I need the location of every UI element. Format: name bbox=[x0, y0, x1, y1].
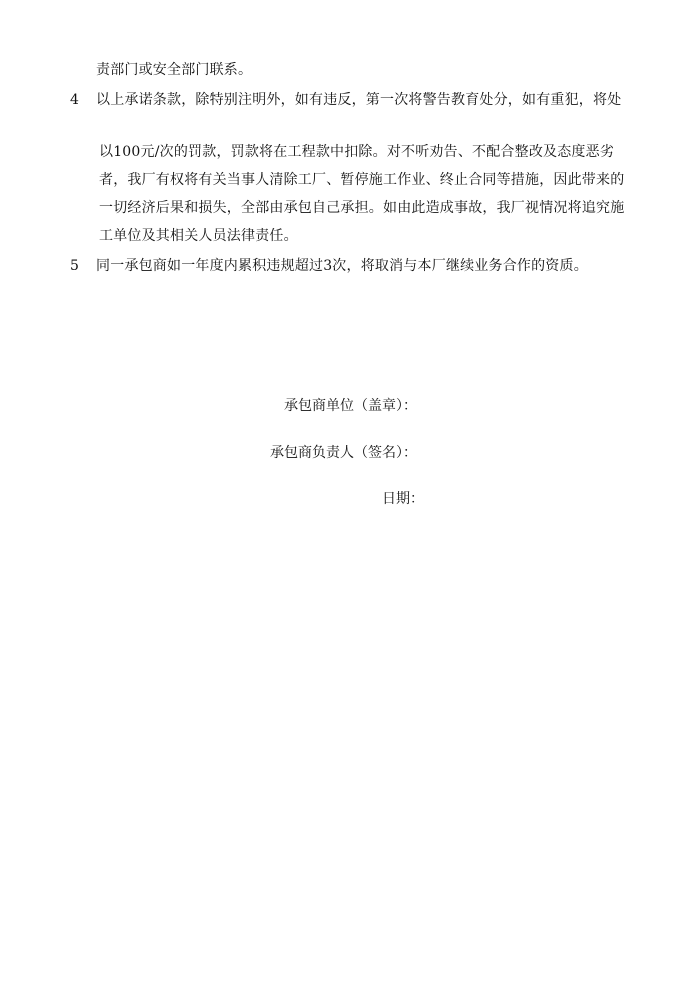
contractor-responsible-signature-label: 承包商负责人（签名）： bbox=[270, 445, 417, 461]
item-4-line-3: 者，我厂有权将有关当事人清除工厂、暂停施工作业、终止合同等措施，因此带来的 bbox=[99, 172, 625, 188]
contractor-unit-seal-label: 承包商单位（盖章）： bbox=[284, 398, 417, 414]
date-label: 日期： bbox=[382, 491, 424, 507]
continuation-line: 责部门或安全部门联系。 bbox=[96, 62, 253, 78]
item-5-line-1: 同一承包商如一年度内累积违规超过3次，将取消与本厂继续业务合作的资质。 bbox=[96, 258, 588, 274]
item-number-4: 4 bbox=[70, 92, 79, 108]
item-number-5: 5 bbox=[70, 258, 79, 274]
item-4-line-1: 以上承诺条款，除特别注明外，如有违反，第一次将警告教育处分，如有重犯，将处 bbox=[96, 92, 622, 108]
item-4-line-2: 以100元/次的罚款，罚款将在工程款中扣除。对不听劝告、不配合整改及态度恶劣 bbox=[99, 144, 615, 160]
item-4-line-4: 一切经济后果和损失，全部由承包自己承担。如由此造成事故，我厂视情况将追究施 bbox=[99, 200, 625, 216]
item-4-line-5: 工单位及其相关人员法律责任。 bbox=[99, 228, 298, 244]
